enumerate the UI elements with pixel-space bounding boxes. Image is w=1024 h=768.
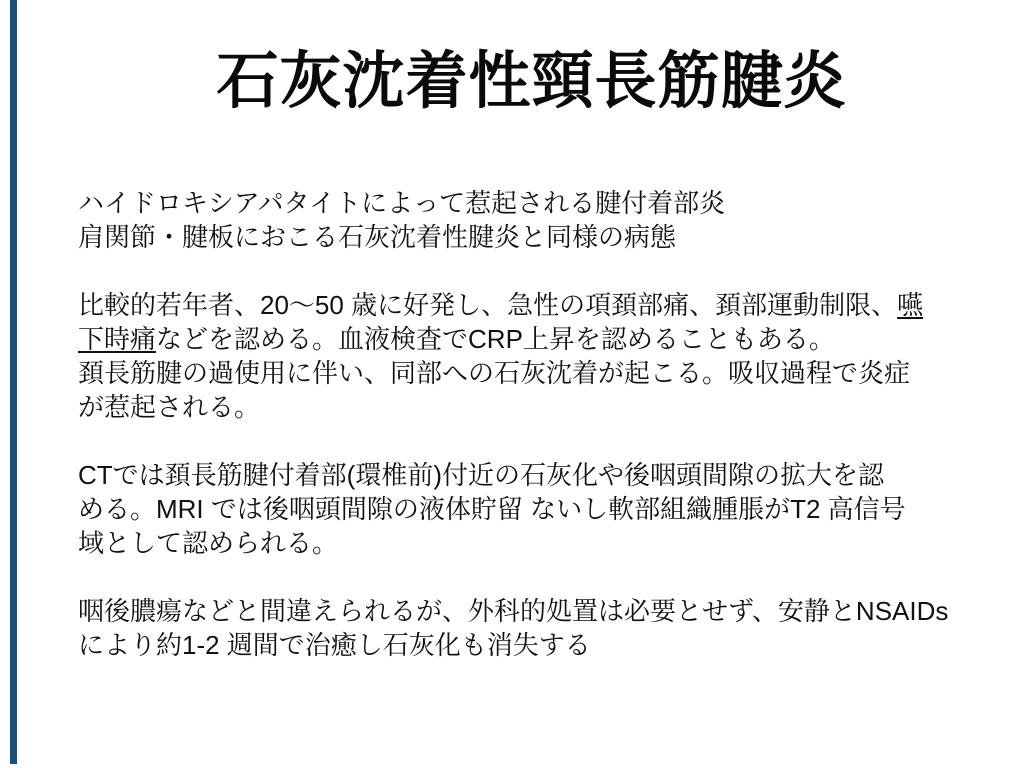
underlined-text-segment: 下時痛 bbox=[78, 324, 157, 354]
text-line: CTでは頚長筋腱付着部(環椎前)付近の石灰化や後咽頭間隙の拡大を認 bbox=[78, 460, 884, 490]
text-line: 域として認められる。 bbox=[78, 528, 339, 558]
text-segment: 比較的若年者、20〜50 歳に好発し、急性の項頚部痛、頚部運動制限、 bbox=[78, 290, 898, 320]
text-line: める。MRI では後咽頭間隙の液体貯留 ないし軟部組織腫脹がT2 高信号 bbox=[78, 494, 906, 524]
slide-title: 石灰沈着性頸長筋腱炎 bbox=[216, 47, 847, 116]
text-line bbox=[78, 288, 998, 322]
text-line: が惹起される。 bbox=[78, 392, 261, 422]
left-accent-bar bbox=[10, 0, 17, 764]
paragraph-1 bbox=[78, 186, 998, 254]
text-line: により約1-2 週間で治癒し石灰化も消失する bbox=[78, 630, 591, 660]
underlined-text-segment: 嚥 bbox=[897, 290, 924, 320]
text-line: 頚長筋腱の過使用に伴い、同部への石灰沈着が起こる。吸収過程で炎症 bbox=[78, 358, 911, 388]
paragraph-4 bbox=[78, 594, 998, 662]
text-line: ハイドロキシアパタイトによって惹起される腱付着部炎 bbox=[78, 188, 726, 218]
text-segment: などを認める。血液検査でCRP上昇を認めることもある。 bbox=[156, 324, 835, 354]
text-line: 肩関節・腱板におこる石灰沈着性腱炎と同様の病態 bbox=[78, 222, 677, 252]
paragraph-2 bbox=[78, 288, 998, 424]
text-line: 咽後膿瘍などと間違えられるが、外科的処置は必要とせず、安静とNSAIDs bbox=[78, 596, 949, 626]
slide-body bbox=[78, 186, 998, 662]
text-line bbox=[78, 322, 998, 356]
paragraph-3 bbox=[78, 458, 998, 560]
